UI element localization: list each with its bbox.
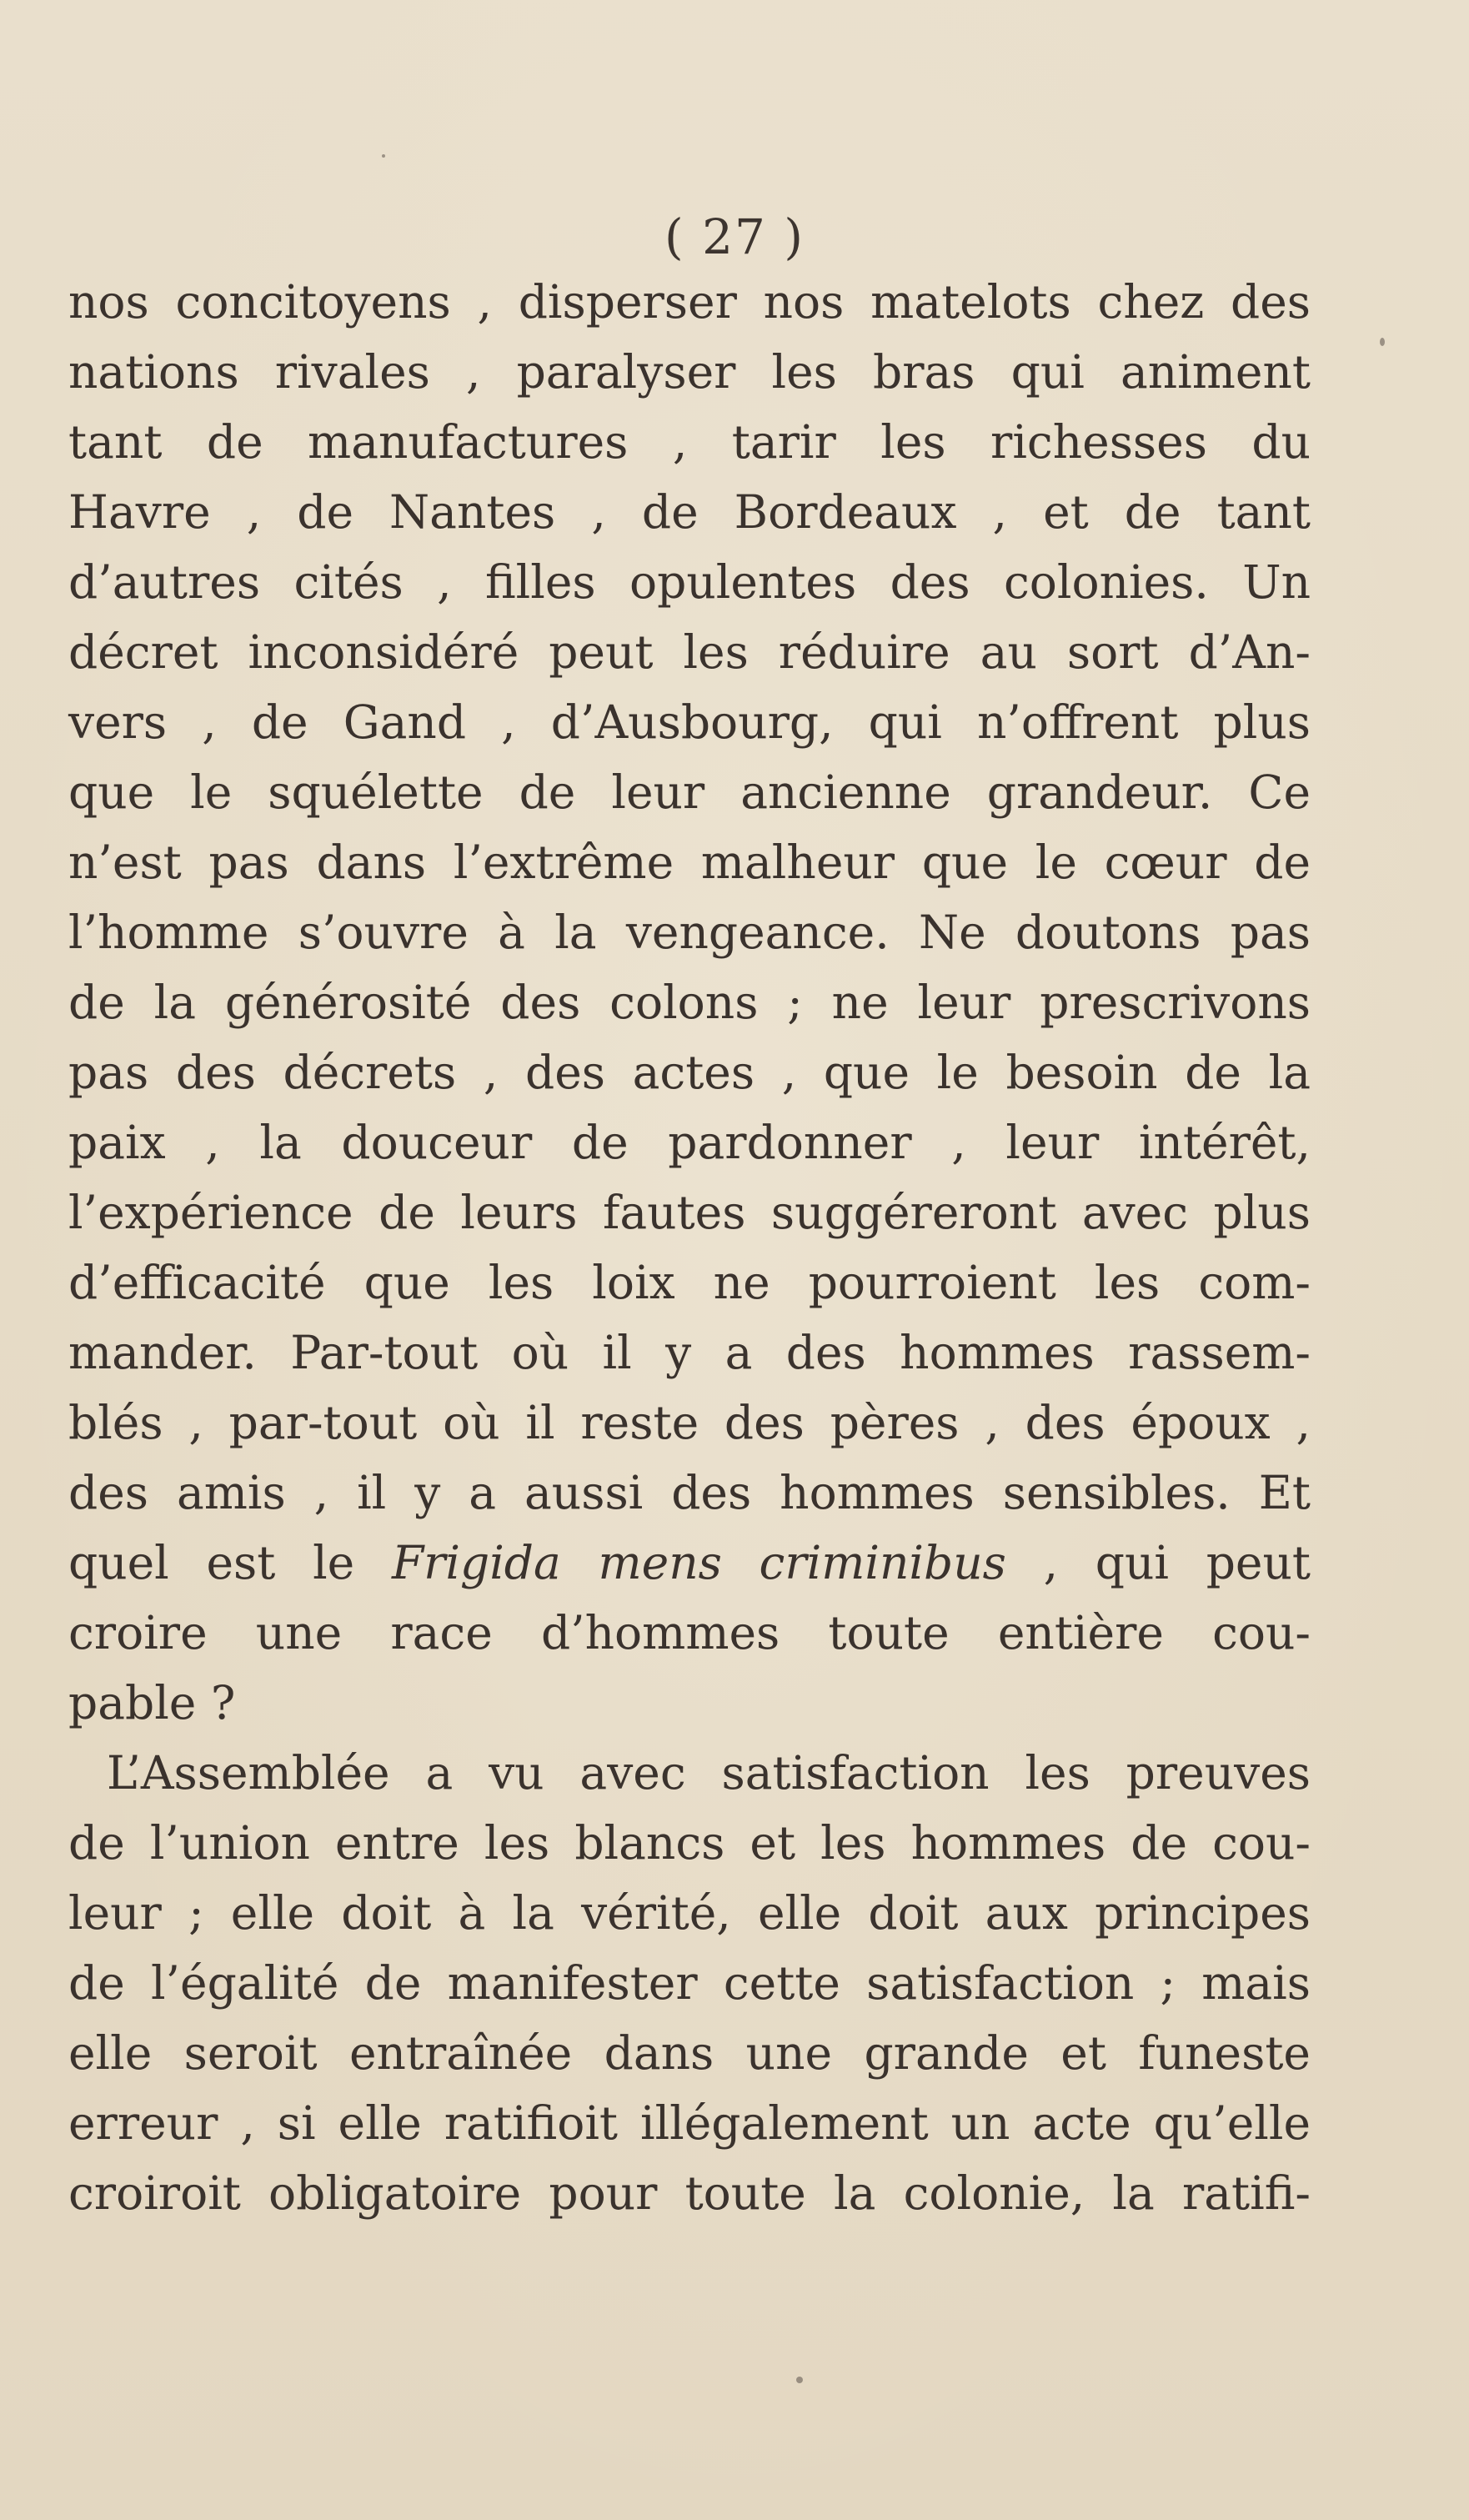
text-line: de la générosité des colons ; ne leur prescrivons <box>68 976 1311 1029</box>
text-line: leur ; elle doit à la vérité, elle doit aux principes <box>68 1886 1311 1940</box>
text-line: pas des décrets , des actes , que le besoin de la <box>68 1046 1311 1099</box>
text-line: d’autres cités , filles opulentes des colonies. Un <box>68 555 1311 609</box>
text-line: que le squélette de leur ancienne grandeur. Ce <box>68 766 1311 819</box>
text-line: mander. Par-tout où il y a des hommes rassem- <box>68 1326 1311 1379</box>
text-line: paix , la douceur de pardonner , leur intérêt, <box>68 1116 1311 1169</box>
latin-quotation: Frigida mens criminibus <box>391 1536 1006 1589</box>
text-line-paragraph-end: pable ? <box>68 1676 236 1729</box>
text-line-paragraph-start: L’Assemblée a vu avec satisfaction les preuves <box>107 1746 1311 1800</box>
text-line: vers , de Gand , d’Ausbourg, qui n’offrent plus <box>68 695 1311 749</box>
text-line: de l’union entre les blancs et les hommes de cou- <box>68 1816 1311 1870</box>
paper-speck <box>1380 338 1385 346</box>
text-line: Havre , de Nantes , de Bordeaux , et de tant <box>68 485 1311 539</box>
text-line: nations rivales , paralyser les bras qui animent <box>68 345 1311 399</box>
text-line: des amis , il y a aussi des hommes sensibles. Et <box>68 1466 1311 1519</box>
paper-speck <box>382 154 385 158</box>
paper-speck <box>796 2377 803 2383</box>
text-line: elle seroit entraînée dans une grande et funeste <box>68 2026 1311 2080</box>
text-line: erreur , si elle ratifioit illégalement un acte qu’elle <box>68 2096 1311 2150</box>
text-line: blés , par-tout où il reste des pères , des époux , <box>68 1396 1311 1449</box>
text-line: n’est pas dans l’extrême malheur que le cœur de <box>68 836 1311 889</box>
text-line-with-quotation <box>68 1528 1311 1598</box>
text-fragment: , qui peut <box>1005 1536 1311 1589</box>
text-line: nos concitoyens , disperser nos matelots chez des <box>68 275 1311 329</box>
text-line: croire une race d’hommes toute entière cou- <box>68 1606 1311 1659</box>
text-line: d’efficacité que les loix ne pourroient les com- <box>68 1256 1311 1309</box>
page-number: ( 27 ) <box>664 208 805 265</box>
text-line: l’expérience de leurs fautes suggéreront avec plus <box>68 1186 1311 1239</box>
text-fragment: quel est le <box>68 1536 392 1589</box>
text-line: l’homme s’ouvre à la vengeance. Ne doutons pas <box>68 906 1311 959</box>
text-line: tant de manufactures , tarir les richesses du <box>68 415 1311 469</box>
text-line: de l’égalité de manifester cette satisfaction ; mais <box>68 1956 1311 2010</box>
text-line: croiroit obligatoire pour toute la colonie, la ratifi- <box>68 2166 1311 2220</box>
body-text <box>68 267 1311 2228</box>
text-line: décret inconsidéré peut les réduire au sort d’An- <box>68 625 1311 679</box>
